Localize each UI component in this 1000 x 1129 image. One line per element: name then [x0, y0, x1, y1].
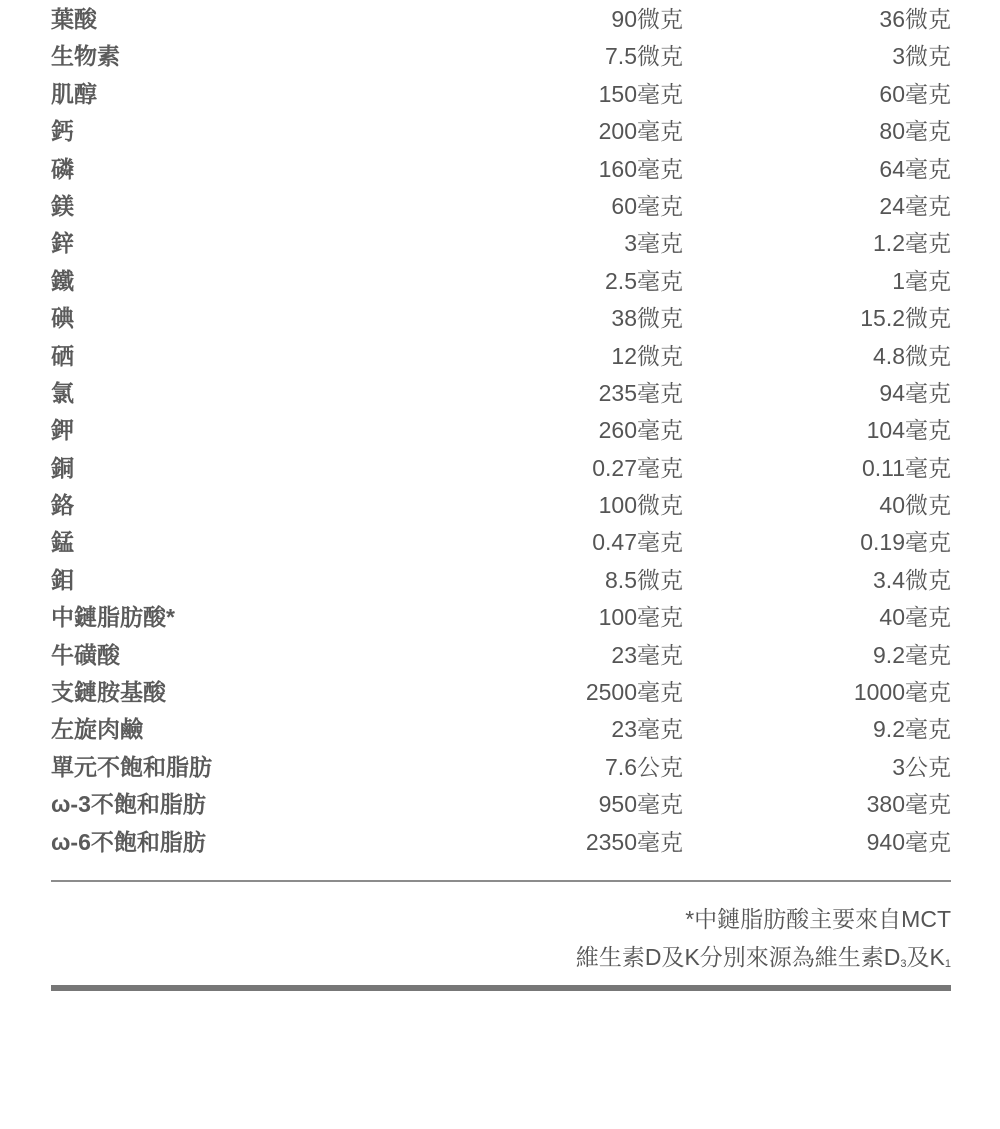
- table-row: [51, 674, 951, 711]
- nutrient-per-100: 15.2微克: [860, 305, 951, 332]
- table-row: [51, 300, 951, 337]
- nutrient-per-100: 24毫克: [879, 192, 951, 219]
- nutrient-per-serving: 100毫克: [598, 604, 683, 631]
- table-row: [51, 711, 951, 748]
- table-row: [51, 524, 951, 561]
- nutrient-per-serving: 0.27毫克: [592, 454, 683, 481]
- table-divider: [51, 880, 951, 882]
- table-row: [51, 151, 951, 188]
- nutrient-name: 生物素: [51, 43, 120, 70]
- nutrient-per-100: 40微克: [879, 492, 951, 519]
- nutrient-per-serving: 950毫克: [598, 791, 683, 818]
- footnote-vitamin-text-k: 及K: [906, 944, 945, 970]
- nutrient-name: 鉀: [51, 417, 74, 444]
- nutrition-table: [51, 1, 951, 861]
- footnotes: [51, 900, 951, 983]
- nutrient-per-100: 0.19毫克: [860, 529, 951, 556]
- nutrient-per-serving: 12微克: [611, 342, 683, 369]
- nutrient-name: ω-6不飽和脂肪: [51, 828, 206, 855]
- nutrient-per-serving: 23毫克: [611, 641, 683, 668]
- nutrient-per-serving: 7.5微克: [605, 43, 683, 70]
- nutrient-per-serving: 100微克: [598, 492, 683, 519]
- nutrient-per-serving: 235毫克: [598, 379, 683, 406]
- footnote-vitamin-source: [51, 938, 951, 983]
- nutrient-per-100: 9.2毫克: [873, 716, 951, 743]
- footnote-mct: *中鏈脂肪酸主要來自MCT: [685, 906, 951, 932]
- nutrient-per-100: 940毫克: [866, 828, 951, 855]
- table-row: [51, 113, 951, 150]
- nutrient-per-100: 40毫克: [879, 604, 951, 631]
- nutrient-per-serving: 2350毫克: [585, 828, 683, 855]
- nutrient-name: ω-3不飽和脂肪: [51, 791, 206, 818]
- table-row: [51, 637, 951, 674]
- nutrient-per-100: 1毫克: [892, 267, 951, 294]
- table-row: [51, 487, 951, 524]
- nutrient-name: 葉酸: [51, 6, 97, 32]
- nutrient-per-serving: 200毫克: [598, 118, 683, 145]
- nutrient-per-serving: 7.6公克: [605, 753, 683, 780]
- nutrient-per-serving: 8.5微克: [605, 566, 683, 593]
- nutrient-per-100: 3微克: [892, 43, 951, 70]
- nutrient-per-serving: 2.5毫克: [605, 267, 683, 294]
- nutrient-name: 磷: [51, 155, 74, 182]
- nutrient-per-100: 80毫克: [879, 118, 951, 145]
- nutrient-per-100: 94毫克: [879, 379, 951, 406]
- nutrient-name: 單元不飽和脂肪: [51, 753, 212, 780]
- footnote-vitamin-text: 維生素D及K分別來源為維生素D: [575, 944, 901, 970]
- nutrient-per-100: 0.11毫克: [861, 454, 951, 481]
- nutrient-name: 肌醇: [51, 80, 97, 107]
- nutrient-per-100: 380毫克: [866, 791, 951, 818]
- nutrient-per-100: 4.8微克: [873, 342, 951, 369]
- nutrient-name: 氯: [51, 379, 74, 406]
- nutrient-per-100: 3公克: [892, 753, 951, 780]
- nutrient-name: 鉻: [51, 492, 74, 519]
- nutrient-per-100: 64毫克: [879, 155, 951, 182]
- nutrient-name: 左旋肉鹼: [51, 716, 143, 743]
- nutrient-name: 牛磺酸: [51, 641, 120, 668]
- nutrient-per-serving: 3毫克: [624, 230, 683, 257]
- nutrient-name: 銅: [51, 454, 74, 481]
- nutrient-name: 碘: [51, 305, 74, 332]
- nutrient-per-100: 1000毫克: [853, 679, 951, 706]
- table-row: [51, 412, 951, 449]
- nutrient-name: 鎂: [51, 192, 74, 219]
- table-row: [51, 599, 951, 636]
- nutrient-per-serving: 38微克: [611, 305, 683, 332]
- table-row: [51, 225, 951, 262]
- nutrient-name: 鉬: [51, 566, 74, 593]
- nutrient-per-100: 3.4微克: [873, 566, 951, 593]
- nutrient-per-serving: 23毫克: [611, 716, 683, 743]
- nutrient-name: 中鏈脂肪酸*: [51, 604, 175, 631]
- table-row: [51, 786, 951, 823]
- table-row: [51, 338, 951, 375]
- nutrient-per-serving: 90微克: [611, 6, 683, 32]
- table-row: [51, 1, 951, 38]
- footnote-vitamin-sub-d: 3: [900, 958, 907, 970]
- table-row: [51, 749, 951, 786]
- nutrient-per-serving: 2500毫克: [585, 679, 683, 706]
- nutrient-per-serving: 160毫克: [598, 155, 683, 182]
- table-row: [51, 263, 951, 300]
- nutrient-name: 鐵: [51, 267, 74, 294]
- table-row: [51, 824, 951, 861]
- nutrient-per-serving: 60毫克: [611, 192, 683, 219]
- nutrient-name: 支鏈胺基酸: [51, 679, 166, 706]
- table-row: [51, 76, 951, 113]
- table-row: [51, 375, 951, 412]
- nutrient-per-100: 60毫克: [879, 80, 951, 107]
- nutrient-name: 鋅: [51, 230, 74, 257]
- nutrient-per-100: 104毫克: [866, 417, 951, 444]
- table-bottom-rule: [51, 985, 951, 991]
- nutrient-name: 硒: [51, 342, 74, 369]
- table-row: [51, 38, 951, 75]
- nutrient-per-100: 1.2毫克: [873, 230, 951, 257]
- nutrient-per-serving: 260毫克: [598, 417, 683, 444]
- footnote-vitamin-sub-k: 1: [944, 958, 951, 970]
- nutrient-name: 鈣: [51, 118, 74, 145]
- nutrient-name: 錳: [51, 529, 74, 556]
- nutrient-per-serving: 0.47毫克: [592, 529, 683, 556]
- table-row: [51, 450, 951, 487]
- table-row: [51, 562, 951, 599]
- nutrient-per-100: 9.2毫克: [873, 641, 951, 668]
- nutrient-per-serving: 150毫克: [598, 80, 683, 107]
- nutrient-per-100: 36微克: [879, 6, 951, 32]
- table-row: [51, 188, 951, 225]
